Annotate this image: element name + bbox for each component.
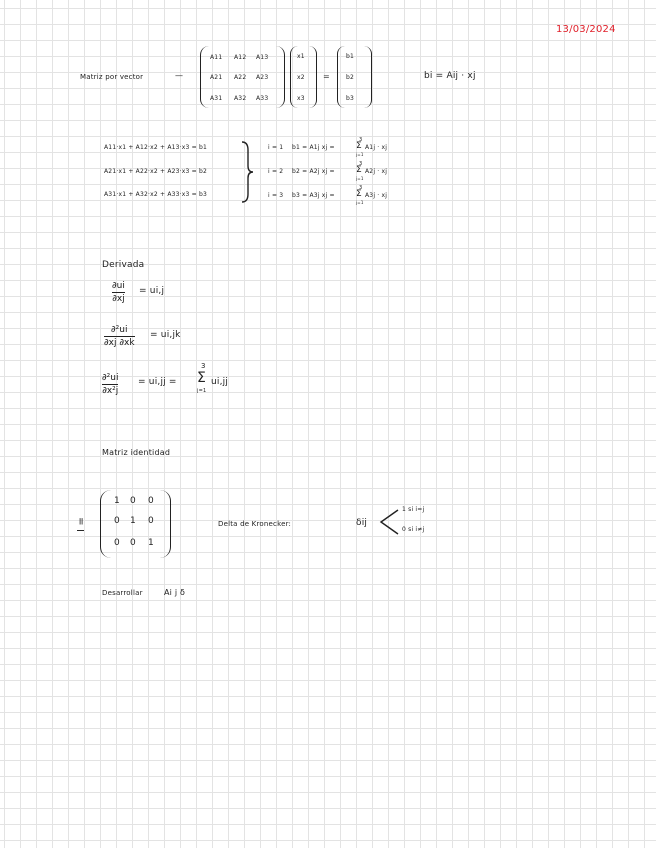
system-brace bbox=[240, 140, 254, 204]
identity-symbol: I = bbox=[76, 516, 87, 532]
index-form-row-1 bbox=[268, 137, 388, 160]
matrix-cell: 1 bbox=[114, 496, 120, 506]
vector-b-right-paren bbox=[364, 46, 372, 108]
equation-row: A11·x1 + A12·x2 + A13·x3 = b1 bbox=[104, 144, 207, 151]
equals-sign: = bbox=[323, 72, 330, 81]
vector-x-right-paren bbox=[309, 46, 317, 108]
kronecker-case-2: 0 si i≠j bbox=[402, 526, 425, 533]
kronecker-label: Delta de Kronecker: bbox=[218, 520, 292, 528]
sum-term: A3j · xj bbox=[365, 192, 388, 199]
vector-b-cell: b3 bbox=[346, 95, 355, 102]
equation-row: A31·x1 + A32·x2 + A33·x3 = b3 bbox=[104, 191, 207, 198]
fraction-numerator: ∂ui bbox=[112, 281, 125, 291]
matrix-cell: A33 bbox=[256, 95, 269, 102]
matrix-cell: 1 bbox=[148, 538, 154, 548]
matrix-cell: 0 bbox=[114, 516, 120, 526]
fraction-denominator: ∂x²j bbox=[102, 386, 119, 396]
index-form-row-3 bbox=[268, 185, 388, 208]
vector-b-left-paren bbox=[337, 46, 345, 108]
identity-heading: Matriz identidad bbox=[102, 448, 171, 457]
sum-top: 3 bbox=[359, 161, 363, 167]
fraction-bar bbox=[102, 384, 118, 385]
sigma-icon: Σ bbox=[197, 370, 207, 386]
index-form-row-2 bbox=[268, 161, 388, 184]
arrow-dash: — bbox=[175, 71, 184, 80]
derivative-heading: Derivada bbox=[102, 260, 145, 270]
matrix-cell: A21 bbox=[210, 74, 223, 81]
derivative-2-rhs: = ui,jk bbox=[150, 330, 181, 340]
sum-bottom: j=1 bbox=[356, 200, 364, 205]
index-i: i = 1 bbox=[268, 144, 284, 151]
matrix-cell: 1 bbox=[130, 516, 136, 526]
sum-term: A2j · xj bbox=[365, 168, 388, 175]
matrix-cell: 0 bbox=[148, 496, 154, 506]
matrix-a-right-paren bbox=[276, 46, 285, 108]
sum-top: 3 bbox=[201, 362, 206, 370]
derivative-3-rhs: = ui,jj = bbox=[138, 377, 177, 387]
index-expr: b3 = A3j xj = bbox=[292, 192, 335, 199]
date-stamp: 13/03/2024 bbox=[556, 24, 616, 35]
matrix-cell: A23 bbox=[256, 74, 269, 81]
matrix-cell: A22 bbox=[234, 74, 247, 81]
fraction-denominator: ∂xj ∂xk bbox=[104, 338, 135, 348]
fraction-bar bbox=[112, 292, 125, 293]
fraction-numerator: ∂²ui bbox=[102, 373, 119, 383]
identity-right-paren bbox=[160, 490, 171, 558]
derivative-2-fraction bbox=[104, 325, 135, 348]
index-i: i = 2 bbox=[268, 168, 284, 175]
matrix-cell: A11 bbox=[210, 54, 223, 61]
derivative-1-fraction bbox=[112, 281, 125, 304]
sigma-icon: Σ bbox=[356, 165, 362, 175]
sigma-icon: Σ bbox=[356, 141, 362, 151]
matrix-cell: 0 bbox=[148, 516, 154, 526]
sum-term: ui,jj bbox=[211, 377, 229, 387]
matrix-cell: A13 bbox=[256, 54, 269, 61]
matrix-cell: 0 bbox=[114, 538, 120, 548]
index-i: i = 3 bbox=[268, 192, 284, 199]
equation-row: A21·x1 + A22·x2 + A23·x3 = b2 bbox=[104, 168, 207, 175]
matrix-cell: A32 bbox=[234, 95, 247, 102]
matrix-a bbox=[208, 48, 276, 106]
vector-b-cell: b1 bbox=[346, 53, 355, 60]
vector-b-cell: b2 bbox=[346, 74, 355, 81]
vector-x-cell: x2 bbox=[297, 74, 305, 81]
develop-expression: Ai j δ bbox=[164, 588, 186, 597]
kronecker-bracket bbox=[378, 508, 400, 536]
identity-matrix bbox=[110, 492, 160, 556]
develop-label: Desarrollar bbox=[102, 589, 143, 597]
index-formula: bi = Aij · xj bbox=[424, 71, 476, 81]
sigma-icon: Σ bbox=[356, 189, 362, 199]
sum-bottom: j=1 bbox=[356, 152, 364, 157]
sum-top: 3 bbox=[359, 137, 363, 143]
matrix-vector-label: Matriz por vector bbox=[80, 73, 144, 81]
sum-bottom: j=1 bbox=[356, 176, 364, 181]
matrix-cell: A12 bbox=[234, 54, 247, 61]
kronecker-symbol: δij bbox=[356, 518, 368, 528]
derivative-1-rhs: = ui,j bbox=[139, 286, 165, 296]
index-expr: b2 = A2j xj = bbox=[292, 168, 335, 175]
sum-top: 3 bbox=[359, 185, 363, 191]
matrix-cell: A31 bbox=[210, 95, 223, 102]
fraction-numerator: ∂²ui bbox=[111, 325, 128, 335]
matrix-cell: 0 bbox=[130, 538, 136, 548]
sum-term: A1j · xj bbox=[365, 144, 388, 151]
kronecker-case-1: 1 si i=j bbox=[402, 506, 425, 513]
index-expr: b1 = A1j xj = bbox=[292, 144, 335, 151]
matrix-cell: 0 bbox=[130, 496, 136, 506]
vector-x-cell: x3 bbox=[297, 95, 305, 102]
derivative-3-fraction bbox=[102, 373, 118, 396]
fraction-bar bbox=[104, 336, 135, 337]
vector-x-cell: x1 bbox=[297, 53, 305, 60]
fraction-denominator: ∂xj bbox=[112, 294, 125, 304]
sum-bottom: j=1 bbox=[197, 388, 207, 394]
